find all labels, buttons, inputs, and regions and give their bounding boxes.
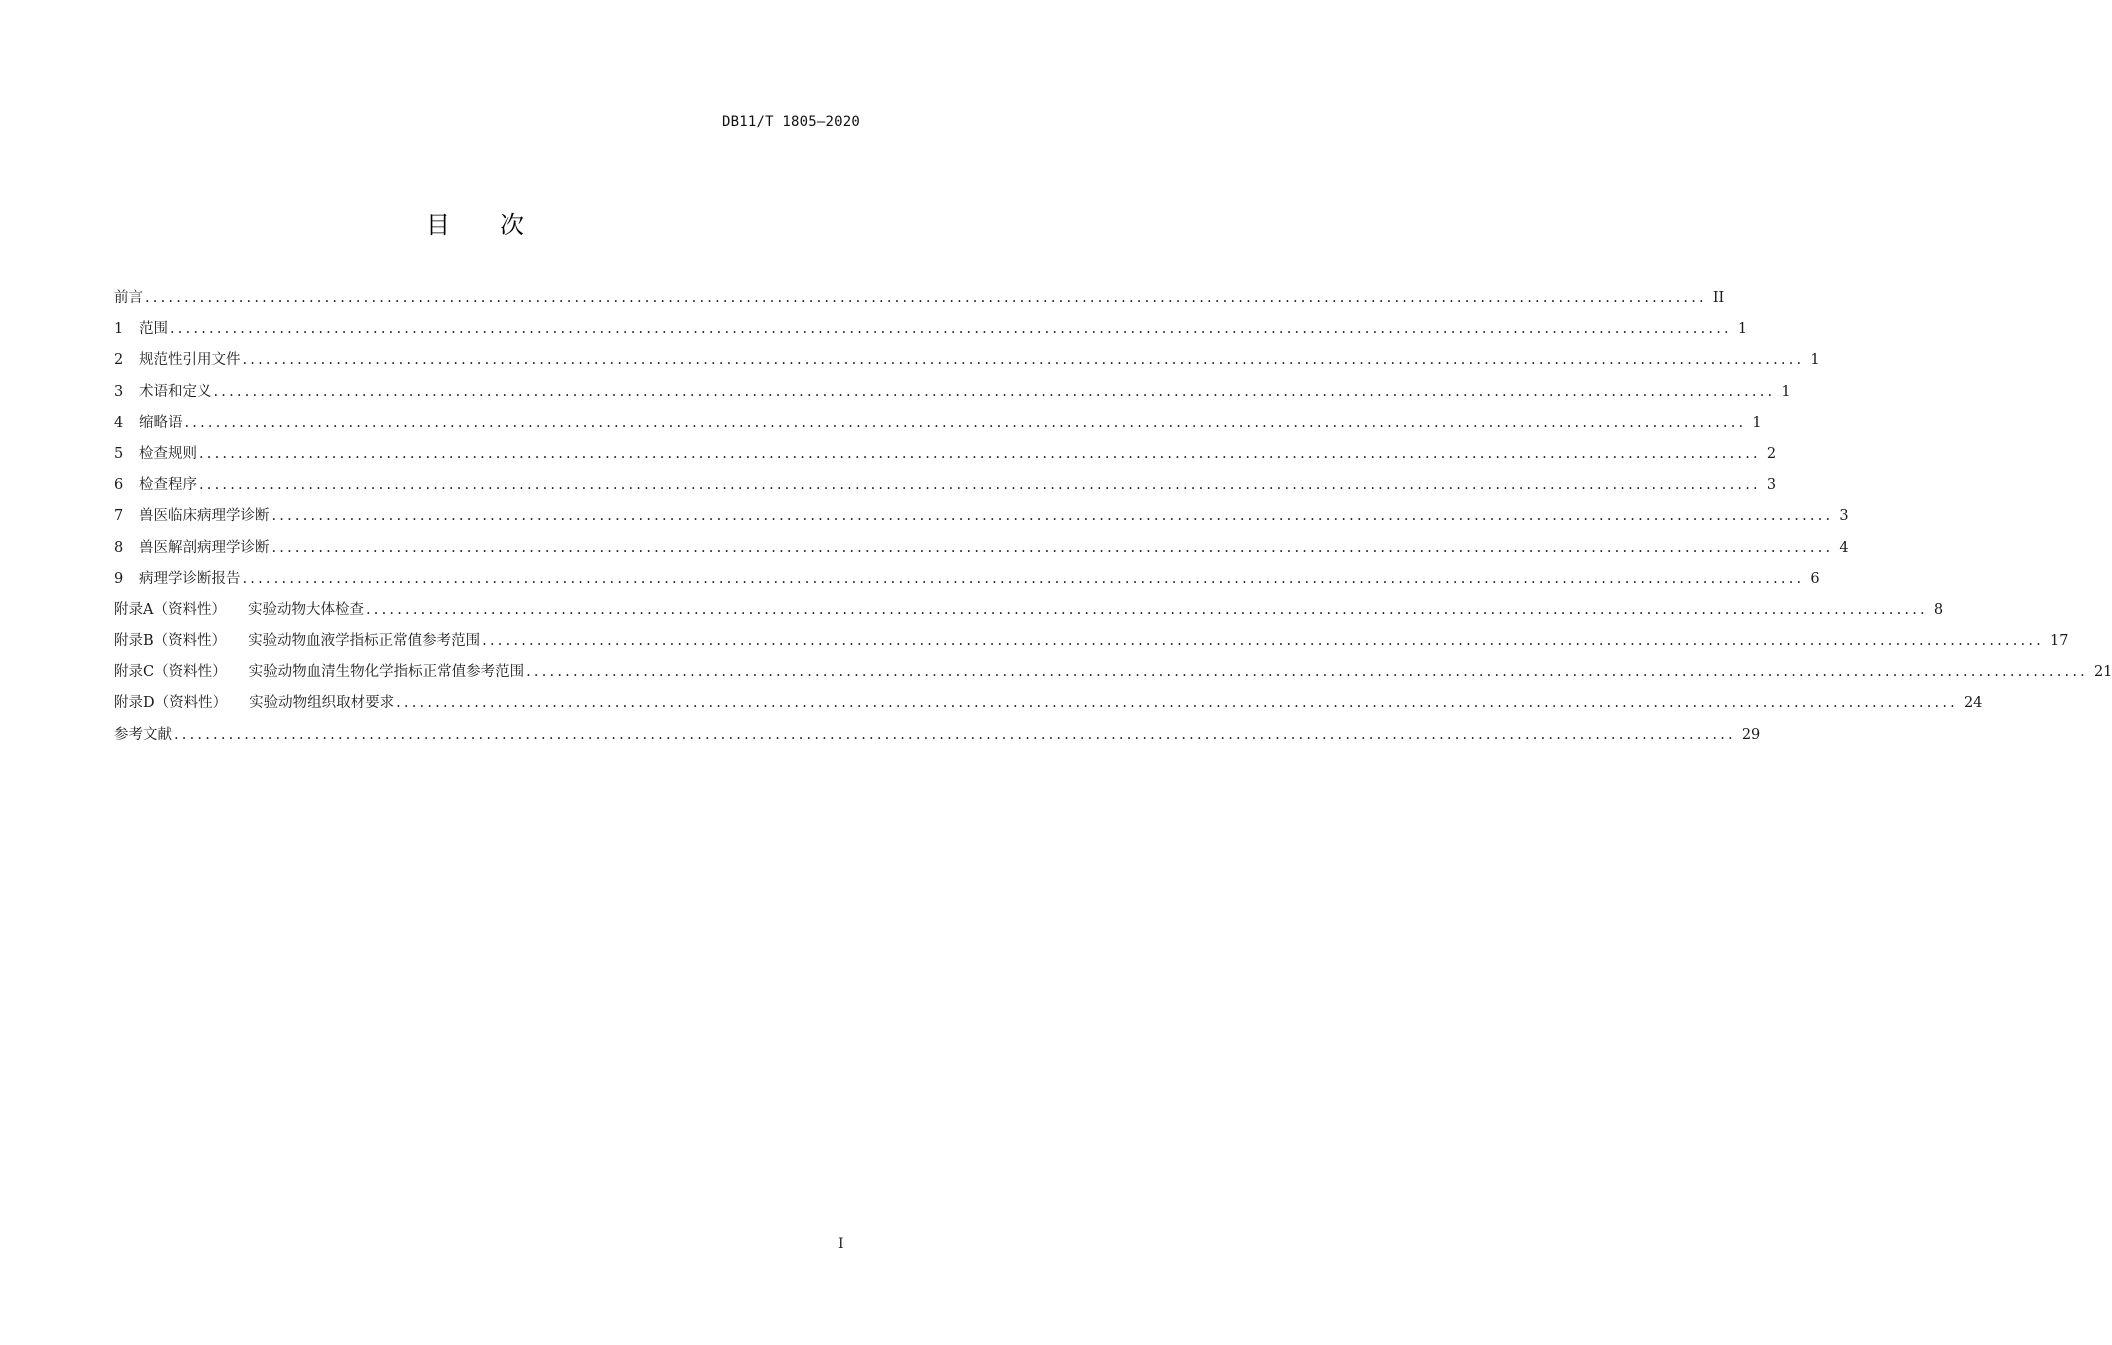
toc-entry-title: 兽医临床病理学诊断 [139,508,270,525]
toc-entry-label [114,412,183,434]
toc-appendix-marker: 附录D（资料性） [114,695,228,712]
toc-dot-leader: ........................................................................................................................................................................................................ [199,477,1761,494]
toc-appendix-marker: 附录B（资料性） [114,633,227,650]
toc-entry-page: 1 [1810,352,1820,369]
toc-entry-label [114,630,480,652]
toc-entry-number: 4 [114,414,124,431]
toc-entry-number: 2 [114,352,124,369]
toc-entry-page: 8 [1933,601,1944,618]
toc-entry-number: 9 [114,570,124,587]
toc-entry-page: 3 [1839,508,1849,525]
toc-dot-leader: ........................................................................................................................................................................................................ [396,695,1958,712]
toc-entry-number: 5 [114,445,124,462]
table-of-contents [114,287,2112,755]
toc-dot-leader: ........................................................................................................................................................................................................ [145,290,1707,306]
toc-entry-page: 1 [1781,383,1791,400]
toc-entry-page: 21 [2093,664,2112,681]
toc-dot-leader: ........................................................................................................................................................................................................ [174,726,1736,743]
page-number: I [838,1236,844,1252]
toc-entry-page: 6 [1810,570,1820,587]
toc-entry-number: 3 [114,383,124,400]
toc-entry-label [114,661,524,683]
toc-entry[interactable] [114,349,1820,380]
toc-entry-page: 17 [2049,633,2069,650]
toc-entry-page: 24 [1963,695,1983,712]
toc-entry[interactable] [114,630,2069,661]
toc-entry-number: 7 [114,508,124,525]
toc-entry-page: 1 [1752,414,1762,431]
toc-dot-leader: ........................................................................................................................................................................................................ [199,445,1761,462]
toc-dot-leader: ........................................................................................................................................................................................................ [184,414,1747,431]
toc-entry-title: 实验动物组织取材要求 [249,695,395,712]
toc-entry-label [114,537,270,559]
toc-entry[interactable] [114,318,1748,349]
toc-entry-title: 参考文献 [114,726,172,743]
toc-entry[interactable] [114,661,2112,692]
toc-entry-title: 范围 [139,321,168,338]
toc-entry-number: 8 [114,539,124,556]
toc-entry-label [114,724,172,746]
toc-entry-label [114,318,168,340]
toc-entry[interactable] [114,537,1849,568]
toc-entry-label [114,692,394,714]
toc-entry-title: 术语和定义 [139,383,212,400]
toc-dot-leader: ........................................................................................................................................................................................................ [365,601,1928,618]
toc-entry-page: 2 [1766,445,1777,462]
toc-entry-label [114,443,197,465]
toc-entry[interactable] [114,287,1725,318]
document-code: DB11/T 1805—2020 [721,114,860,130]
toc-dot-leader: ........................................................................................................................................................................................................ [271,539,1834,556]
toc-entry-number: 1 [114,321,124,338]
toc-entry-title: 实验动物血清生物化学指标正常值参考范围 [248,664,525,681]
toc-entry[interactable] [114,381,1791,412]
toc-dot-leader: ........................................................................................................................................................................................................ [526,664,2088,681]
toc-entry-label [114,287,143,309]
toc-entry-page: II [1712,290,1725,306]
toc-entry[interactable] [114,724,1761,755]
toc-entry-page: 1 [1737,321,1748,338]
toc-entry[interactable] [114,443,1777,474]
toc-entry-page: 29 [1741,726,1761,743]
toc-entry[interactable] [114,505,1849,536]
toc-entry[interactable] [114,568,1820,599]
toc-entry-title: 实验动物大体检查 [247,601,364,618]
toc-entry-label [114,381,212,403]
toc-entry-label [114,599,364,621]
toc-dot-leader: ........................................................................................................................................................................................................ [482,633,2044,650]
toc-dot-leader: ........................................................................................................................................................................................................ [242,352,1805,369]
toc-entry-title: 检查规则 [139,445,197,462]
toc-entry-label [114,349,241,371]
toc-entry[interactable] [114,412,1762,443]
toc-entry[interactable] [114,692,1983,723]
toc-entry[interactable] [114,599,1944,630]
toc-entry-label [114,568,241,590]
toc-entry-page: 4 [1839,539,1849,556]
toc-dot-leader: ........................................................................................................................................................................................................ [170,321,1732,338]
page-title: 目次 [426,211,574,239]
toc-entry-title: 前言 [114,290,143,306]
toc-dot-leader: ........................................................................................................................................................................................................ [271,508,1834,525]
toc-entry-page: 3 [1766,477,1777,494]
toc-dot-leader: ........................................................................................................................................................................................................ [242,570,1805,587]
toc-appendix-marker: 附录A（资料性） [114,601,226,618]
toc-dot-leader: ........................................................................................................................................................................................................ [213,383,1776,400]
toc-entry-label [114,505,270,527]
toc-entry[interactable] [114,474,1777,505]
toc-appendix-marker: 附录C（资料性） [114,664,227,681]
toc-entry-title: 病理学诊断报告 [139,570,241,587]
toc-entry-number: 6 [114,477,124,494]
toc-entry-title: 缩略语 [139,414,183,431]
toc-entry-title: 实验动物血液学指标正常值参考范围 [248,633,481,650]
toc-entry-title: 检查程序 [139,477,197,494]
toc-entry-title: 规范性引用文件 [139,352,241,369]
toc-entry-title: 兽医解剖病理学诊断 [139,539,270,556]
toc-entry-label [114,474,197,496]
